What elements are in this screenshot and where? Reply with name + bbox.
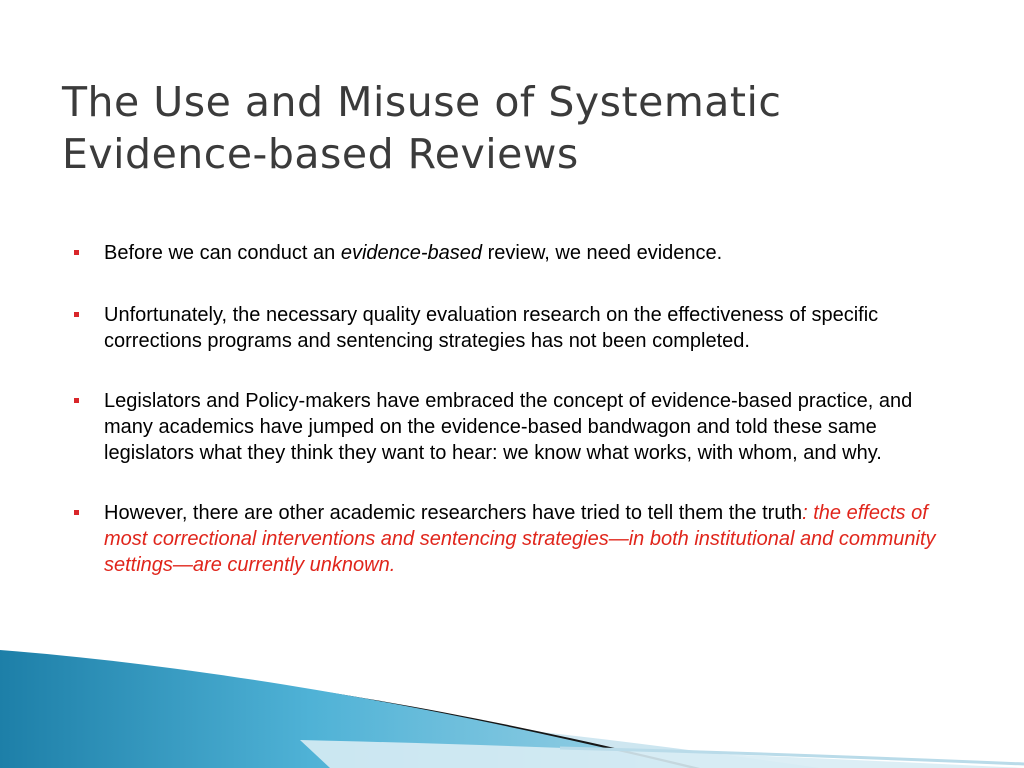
square-bullet-icon: [74, 510, 79, 515]
bullet-1-text-before: Before we can conduct an: [104, 242, 341, 264]
wave-light: [0, 690, 820, 768]
bullet-4-highlight-text: : the effects of most correctional interventions and sentencing strategies—in both institutional and community settings—are currently unknown.: [104, 502, 936, 576]
bullet-item-3: [104, 388, 964, 466]
bullet-item-1: [104, 240, 964, 266]
wave-dark: [0, 655, 700, 768]
square-bullet-icon: [74, 398, 79, 403]
square-bullet-icon: [74, 250, 79, 255]
bullet-1-text-after: review, we need evidence.: [482, 242, 723, 264]
bullet-1-italic-text: evidence-based: [340, 242, 483, 264]
bullet-list: [104, 240, 964, 612]
wave-highlight: [300, 740, 1024, 768]
bullet-item-2: [104, 302, 964, 354]
slide-title-line-2: Evidence-based Reviews: [62, 130, 579, 178]
bullet-3-text: Legislators and Policy-makers have embraced the concept of evidence-based practice, and many academics have jumped on the evidence-based bandwagon and told these same legislators what they think they want to hear: we know what works, with whom, and why.: [104, 390, 913, 464]
wave-teal: [0, 650, 690, 768]
slide-title-line-1: The Use and Misuse of Systematic: [62, 78, 782, 126]
square-bullet-icon: [74, 312, 79, 317]
bullet-2-text: Unfortunately, the necessary quality evaluation research on the effectiveness of specific corrections programs and sentencing strategies has not been completed.: [104, 304, 879, 352]
bullet-4-text-before: However, there are other academic researchers have tried to tell them the truth: [104, 502, 803, 524]
bullet-item-4: [104, 500, 964, 578]
slide-title: [62, 76, 982, 180]
wave-thin-line: [560, 748, 1024, 764]
